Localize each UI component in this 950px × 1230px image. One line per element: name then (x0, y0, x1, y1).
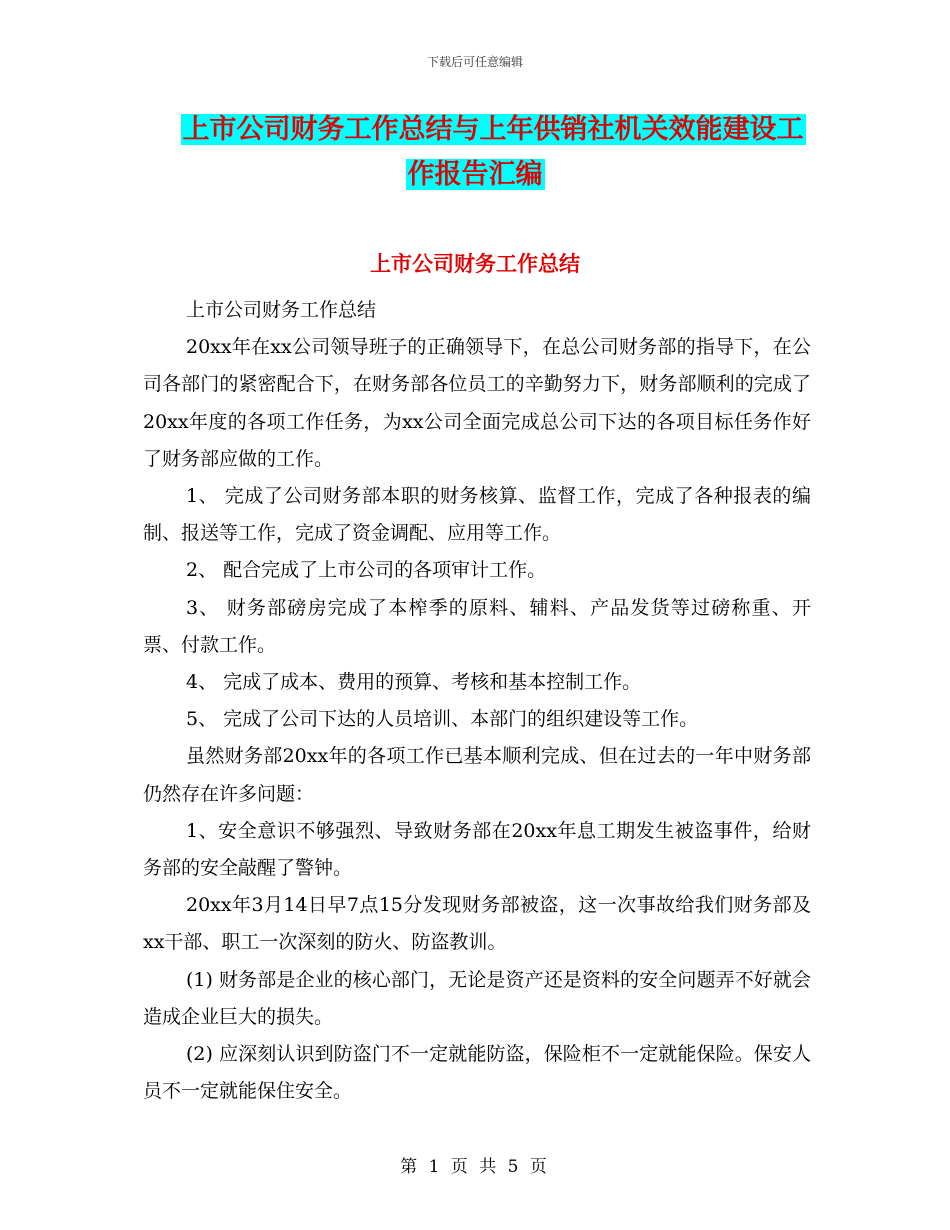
document-title-line1-text: 上市公司财务工作总结与上年供销社机关效能建设工 (182, 114, 804, 145)
paragraph: 2、 配合完成了上市公司的各项审计工作。 (186, 559, 547, 582)
paragraph: 20xx年在xx公司领导班子的正确领导下，在总公司财务部的指导下，在公司各部门的紧密配合下，在财务部各位员工的辛勤努力下，财务部顺利的完成了20xx年度的各项工作任务，为xx公司全面完成总公司下达的各项目标任务作好了财务部应做的工作。 (143, 336, 811, 470)
paragraph: 3、 财务部磅房完成了本榨季的原料、辅料、产品发货等过磅称重、开票、付款工作。 (143, 596, 811, 656)
section-title: 上市公司财务工作总结 (370, 252, 580, 276)
paragraph: 上市公司财务工作总结 (186, 299, 377, 321)
document-body (143, 292, 811, 1110)
paragraph: 虽然财务部20xx年的各项工作已基本顺利完成、但在过去的一年中财务部仍然存在许多问题： (143, 745, 811, 805)
header-note: 下载后可任意编辑 (426, 55, 523, 69)
paragraph: 1、安全意识不够强烈、导致财务部在20xx年息工期发生被盗事件，给财务部的安全敲醒了警钟。 (143, 819, 811, 880)
paragraph: 4、 完成了成本、费用的预算、考核和基本控制工作。 (186, 671, 642, 694)
paragraph: (2) 应深刻认识到防盗门不一定就能防盗，保险柜不一定就能保险。保安人员不一定就能保住安全。 (143, 1043, 811, 1103)
paragraph: 20xx年3月14日早7点15分发现财务部被盗，这一次事故给我们财务部及xx干部、职工一次深刻的防火、防盗教训。 (143, 894, 811, 954)
document-title-line2 (0, 155, 950, 195)
paragraph: (1) 财务部是企业的核心部门，无论是资产还是资料的安全问题弄不好就会造成企业巨大的损失。 (143, 968, 811, 1028)
paragraph: 1、 完成了公司财务部本职的财务核算、监督工作，完成了各种报表的编制、报送等工作，完成了资金调配、应用等工作。 (143, 485, 811, 545)
paragraph: 5、 完成了公司下达的人员培训、本部门的组织建设等工作。 (186, 708, 699, 731)
document-title-line2-text: 作报告汇编 (407, 159, 543, 190)
document-title-line1 (18, 110, 950, 150)
page-number: 第 1 页 共 5 页 (400, 1157, 550, 1177)
